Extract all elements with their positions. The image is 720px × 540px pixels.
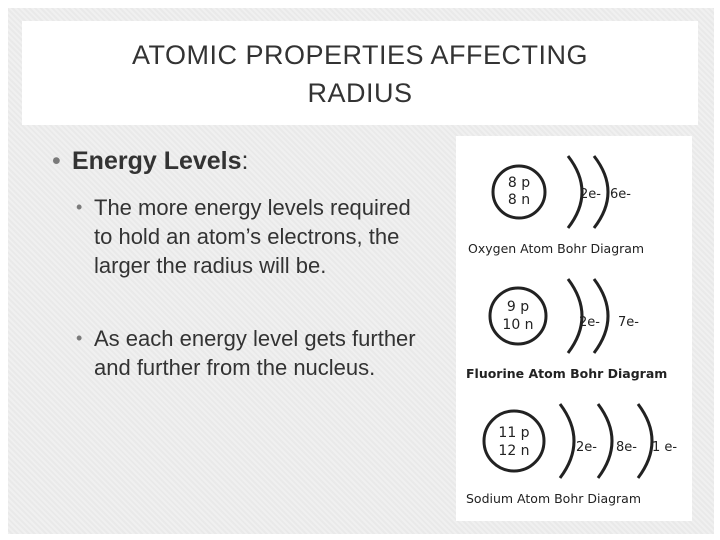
fluorine-caption: Fluorine Atom Bohr Diagram — [466, 366, 668, 381]
sub-bullet-1-text: The more energy levels required to hold an atom’s electrons, the larger the radius will be. — [94, 195, 411, 278]
bullet-list — [52, 144, 442, 382]
slide-title: ATOMIC PROPERTIES AFFECTING RADIUS — [131, 40, 589, 108]
oxygen-shell-2-label: 6e- — [610, 187, 631, 202]
bullet-main-text — [72, 144, 248, 178]
sub-bullet-2-text: As each energy level gets further and further from the nucleus. — [94, 326, 416, 380]
oxygen-caption: Oxygen Atom Bohr Diagram — [468, 241, 645, 256]
sodium-neutrons: 12 n — [498, 443, 530, 459]
bullet-main — [52, 144, 442, 178]
title-box — [22, 21, 698, 125]
sodium-shell-3-label: 1 e- — [652, 440, 678, 455]
bohr-diagrams-svg — [456, 136, 692, 521]
fluorine-neutrons: 10 n — [502, 317, 534, 333]
sodium-shell-1-label: 2e- — [576, 440, 597, 455]
sodium-caption: Sodium Atom Bohr Diagram — [466, 491, 642, 506]
sodium-shell-3 — [638, 404, 652, 478]
bohr-diagram-panel — [456, 136, 692, 521]
sodium-shell-2 — [598, 404, 612, 478]
fluorine-shell-1-label: 2e- — [579, 315, 600, 330]
fluorine-protons: 9 p — [506, 299, 530, 315]
fluorine-diagram — [466, 279, 667, 381]
sodium-nucleus — [484, 411, 544, 471]
bullet-main-colon: : — [241, 147, 249, 175]
sodium-diagram — [466, 404, 677, 506]
fluorine-nucleus — [490, 288, 546, 344]
oxygen-protons: 8 p — [507, 175, 531, 191]
sodium-shell-2-label: 8e- — [616, 440, 637, 455]
fluorine-shell-2-label: 7e- — [618, 315, 639, 330]
sub-bullet-1 — [76, 193, 442, 280]
sub-bullet-2 — [76, 324, 442, 382]
bullet-dot: • — [76, 197, 83, 217]
sodium-shell-1 — [560, 404, 574, 478]
bullet-dot: • — [76, 328, 83, 348]
bullet-dot: • — [52, 147, 61, 175]
oxygen-diagram — [468, 156, 644, 256]
bullet-main-bold: Energy Levels — [72, 147, 242, 175]
oxygen-shell-1-label: 2e- — [580, 187, 601, 202]
sodium-protons: 11 p — [498, 425, 530, 441]
oxygen-neutrons: 8 n — [507, 192, 531, 208]
